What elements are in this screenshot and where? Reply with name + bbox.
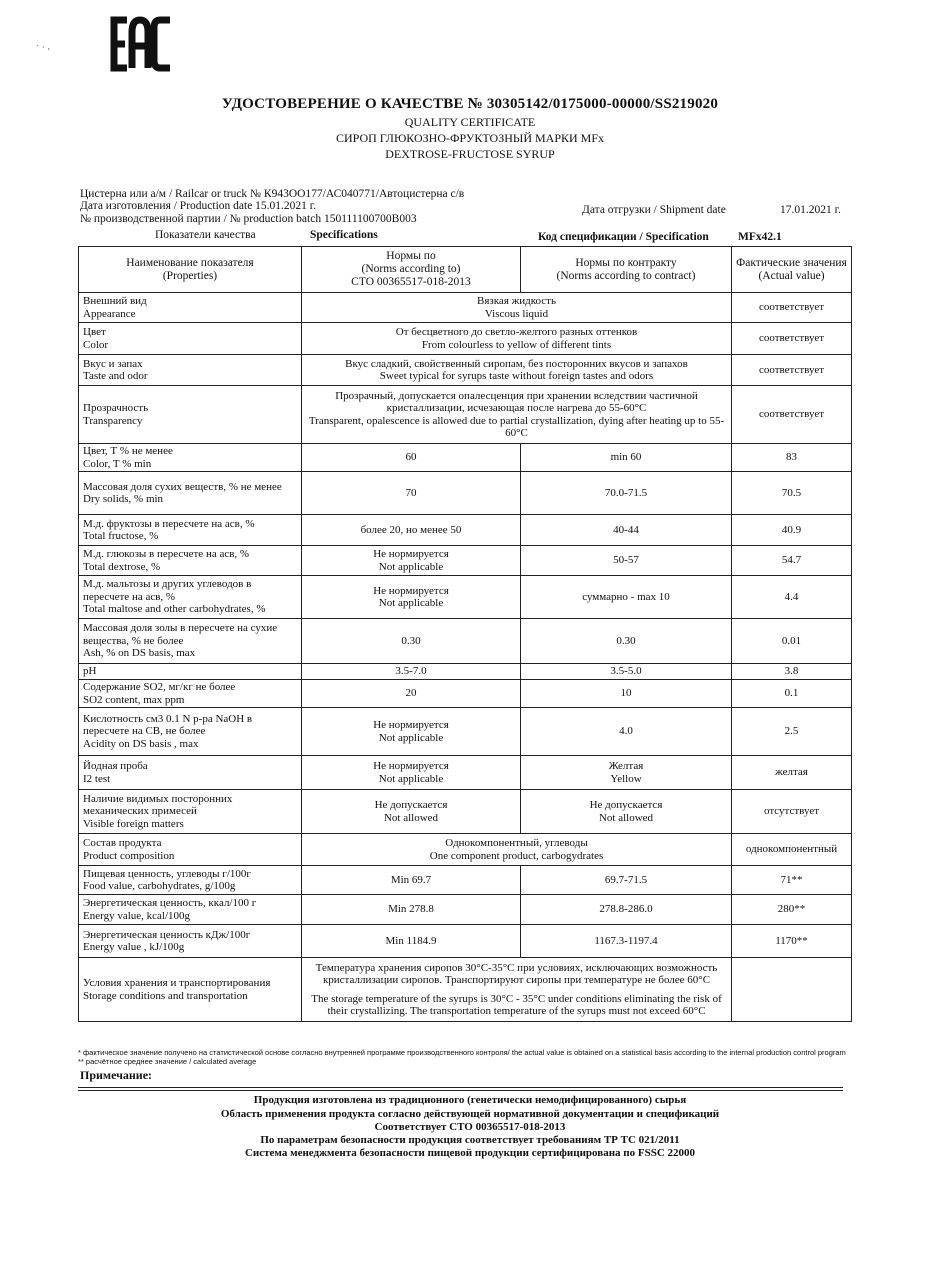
norm-cell: Не нормируется Not applicable [302,708,521,756]
contract-cell: Не допускается Not allowed [521,790,732,834]
header-norms-contract: Нормы по контракту (Norms according to contract) [521,247,732,293]
property-name: Наличие видимых посторонних механических примесей Visible foreign matters [79,790,302,834]
property-name: М.д. мальтозы и других углеводов в пересчете на асв, % Total maltose and other carbohydrates, % [79,576,302,619]
header-norms-sto: Нормы по (Norms according to) СТО 00365517-018-2013 [302,247,521,293]
property-name: Энергетическая ценность, ккал/100 г Energy value, kcal/100g [79,895,302,925]
table-row [79,834,852,866]
actual-value-cell: 2.5 [732,708,852,756]
actual-value-cell: 4.4 [732,576,852,619]
norm-cell: Min 1184.9 [302,925,521,958]
spec-code-value: MFx42.1 [738,231,782,243]
contract-cell: 1167.3-1197.4 [521,925,732,958]
actual-value-cell: 54.7 [732,546,852,576]
norm-cell: Не нормируется Not applicable [302,546,521,576]
actual-value-cell: 70.5 [732,472,852,515]
table-header-row [79,247,852,293]
actual-value-cell: соответствует [732,293,852,323]
merged-norm-cell: Прозрачный, допускается опалесценция при хранении вследствии частичной кристаллизации, исчезающая после нагрева до 55-60°С Transparent, opalescence is allowed due to partial crystallization, dying after heating up to 55-60°С [302,386,732,444]
property-name: Энергетическая ценность кДж/100г Energy value , kJ/100g [79,925,302,958]
table-row [79,895,852,925]
norm-cell: 70 [302,472,521,515]
property-name: Внешний вид Appearance [79,293,302,323]
table-row [79,444,852,472]
note-label: Примечание: [80,1068,153,1082]
product-name: СИРОП ГЛЮКОЗНО-ФРУКТОЗНЫЙ МАРКИ MFx [335,131,605,145]
norm-cell: более 20, но менее 50 [302,515,521,546]
property-name: Прозрачность Transparency [79,386,302,444]
table-row [79,576,852,619]
property-name: Йодная проба I2 test [79,756,302,790]
contract-cell: Желтая Yellow [521,756,732,790]
actual-value-cell: 83 [732,444,852,472]
divider [78,1087,843,1088]
table-row [79,680,852,708]
table-row [79,866,852,895]
actual-value-cell: 40.9 [732,515,852,546]
divider [78,1090,843,1091]
contract-cell: 40-44 [521,515,732,546]
table-row [79,925,852,958]
table-row [79,756,852,790]
header-properties: Наименование показателя (Properties) [79,247,302,293]
table-row [79,323,852,355]
norm-cell: Min 278.8 [302,895,521,925]
contract-cell: 0.30 [521,619,732,664]
footer-line-1: Продукция изготовлена из традиционного (генетически немодифицированного) сырья [253,1094,687,1106]
actual-value-cell: соответствует [732,386,852,444]
actual-value-cell: желтая [732,756,852,790]
production-date: Дата изготовления / Production date 15.01.2021 г. [80,200,317,212]
norm-cell: Не нормируется Not applicable [302,576,521,619]
norm-cell: Не допускается Not allowed [302,790,521,834]
table-row [79,355,852,386]
actual-value-cell: 71** [732,866,852,895]
contract-cell: 10 [521,680,732,708]
certificate-title: УДОСТОВЕРЕНИЕ О КАЧЕСТВЕ № 30305142/0175000-00000/SS219020 [221,96,719,112]
norm-cell: 20 [302,680,521,708]
table-row [79,472,852,515]
footnote-statistical: * фактическое значение получено на статистической основе согласно внутренней программе производственного контроля/ the actual value is obtained on a statistical basis according to the internal production control program [78,1048,846,1057]
certificate-title-en: QUALITY CERTIFICATE [404,115,536,129]
actual-value-cell: отсутствует [732,790,852,834]
property-name: Массовая доля золы в пересчете на сухие вещества, % не более Ash, % on DS basis, max [79,619,302,664]
contract-cell: суммарно - max 10 [521,576,732,619]
table-row [79,619,852,664]
property-name: Пищевая ценность, углеводы г/100г Food value, carbohydrates, g/100g [79,866,302,895]
contract-cell: min 60 [521,444,732,472]
table-row [79,293,852,323]
property-name: Условия хранения и транспортирования Storage conditions and transportation [79,958,302,1022]
norm-cell: 0.30 [302,619,521,664]
merged-norm-cell: Вкус сладкий, свойственный сиропам, без посторонних вкусов и запахов Sweet typical for syrups taste without foreign tastes and odors [302,355,732,386]
contract-cell: 50-57 [521,546,732,576]
scan-specks: · ⸳ ‚ [36,41,51,52]
quality-indicators-label: Показатели качества [155,229,256,241]
footer-line-3: Соответствует СТО 00365517-018-2013 [374,1121,566,1133]
norm-cell: 60 [302,444,521,472]
railcar-number: Цистерна или а/м / Railcar or truck № К943ОО177/АС040771/Автоцистерна с/в [80,188,465,200]
actual-value-cell [732,958,852,1022]
actual-value-cell: 280** [732,895,852,925]
norm-cell: Min 69.7 [302,866,521,895]
spec-code-label: Код спецификации / Specification [538,231,709,243]
header-actual-value: Фактические значения (Actual value) [732,247,852,293]
actual-value-cell: 0.01 [732,619,852,664]
footer-line-2: Область применения продукта согласно действующей нормативной документации и спецификаций [220,1108,720,1120]
actual-value-cell: соответствует [732,323,852,355]
property-name: М.д. фруктозы в пересчете на асв, % Total fructose, % [79,515,302,546]
footnote-calculated: ** расчётное среднее значение / calculated average [78,1057,257,1066]
contract-cell: 3.5-5.0 [521,664,732,680]
actual-value-cell: однокомпонентный [732,834,852,866]
property-name: Цвет Color [79,323,302,355]
property-name: Цвет, Т % не менее Color, T % min [79,444,302,472]
property-name: pH [79,664,302,680]
actual-value-cell: 0.1 [732,680,852,708]
property-name: Содержание SO2, мг/кг не более SO2 content, max ppm [79,680,302,708]
actual-value-cell: 3.8 [732,664,852,680]
table-body [79,293,852,1022]
table-row [79,708,852,756]
specifications-label: Specifications [310,229,378,241]
actual-value-cell: соответствует [732,355,852,386]
norm-cell: 3.5-7.0 [302,664,521,680]
table-row [79,515,852,546]
production-batch: № производственной партии / № production batch 150111100700В003 [80,213,417,225]
contract-cell: 69.7-71.5 [521,866,732,895]
merged-norm-cell: Вязкая жидкость Viscous liquid [302,293,732,323]
actual-value-cell: 1170** [732,925,852,958]
property-name: Массовая доля сухих веществ, % не менее Dry solids, % min [79,472,302,515]
table-row [79,790,852,834]
eac-logo-icon [108,14,174,74]
contract-cell: 4.0 [521,708,732,756]
property-name: М.д. глюкозы в пересчете на асв, % Total dextrose, % [79,546,302,576]
footer-line-5: Система менеджмента безопасности пищевой продукции сертифицирована по FSSC 22000 [244,1147,696,1159]
property-name: Кислотность см3 0.1 N р-ра NaOH в пересчете на СВ, не более Acidity on DS basis , max [79,708,302,756]
table-row [79,958,852,1022]
merged-norm-cell: Однокомпонентный, углеводы One component product, carbogydrates [302,834,732,866]
contract-cell: 70.0-71.5 [521,472,732,515]
merged-norm-cell: Температура хранения сиропов 30°С-35°С при условиях, исключающих возможность кристаллизации сиропов. Транспортируют сиропы при температуре не более 60°С The storage temperature of the syrups is 30°C - 35°C under conditions eliminating the risk of their crystallizing. The transportation temperature of the syrups must not exceed 60°C [302,958,732,1022]
shipment-date-value: 17.01.2021 г. [780,204,841,216]
table-row [79,386,852,444]
property-name: Состав продукта Product composition [79,834,302,866]
merged-norm-cell: От бесцветного до светло-желтого разных оттенков From colourless to yellow of different tints [302,323,732,355]
contract-cell: 278.8-286.0 [521,895,732,925]
property-name: Вкус и запах Taste and odor [79,355,302,386]
norm-cell: Не нормируется Not applicable [302,756,521,790]
shipment-date-label: Дата отгрузки / Shipment date [582,204,726,216]
footer-line-4: По параметрам безопасности продукция соответствует требованиям ТР ТС 021/2011 [260,1134,680,1146]
product-name-en: DEXTROSE-FRUCTOSE SYRUP [385,147,555,161]
table-row [79,546,852,576]
table-row [79,664,852,680]
quality-table [78,246,852,1022]
